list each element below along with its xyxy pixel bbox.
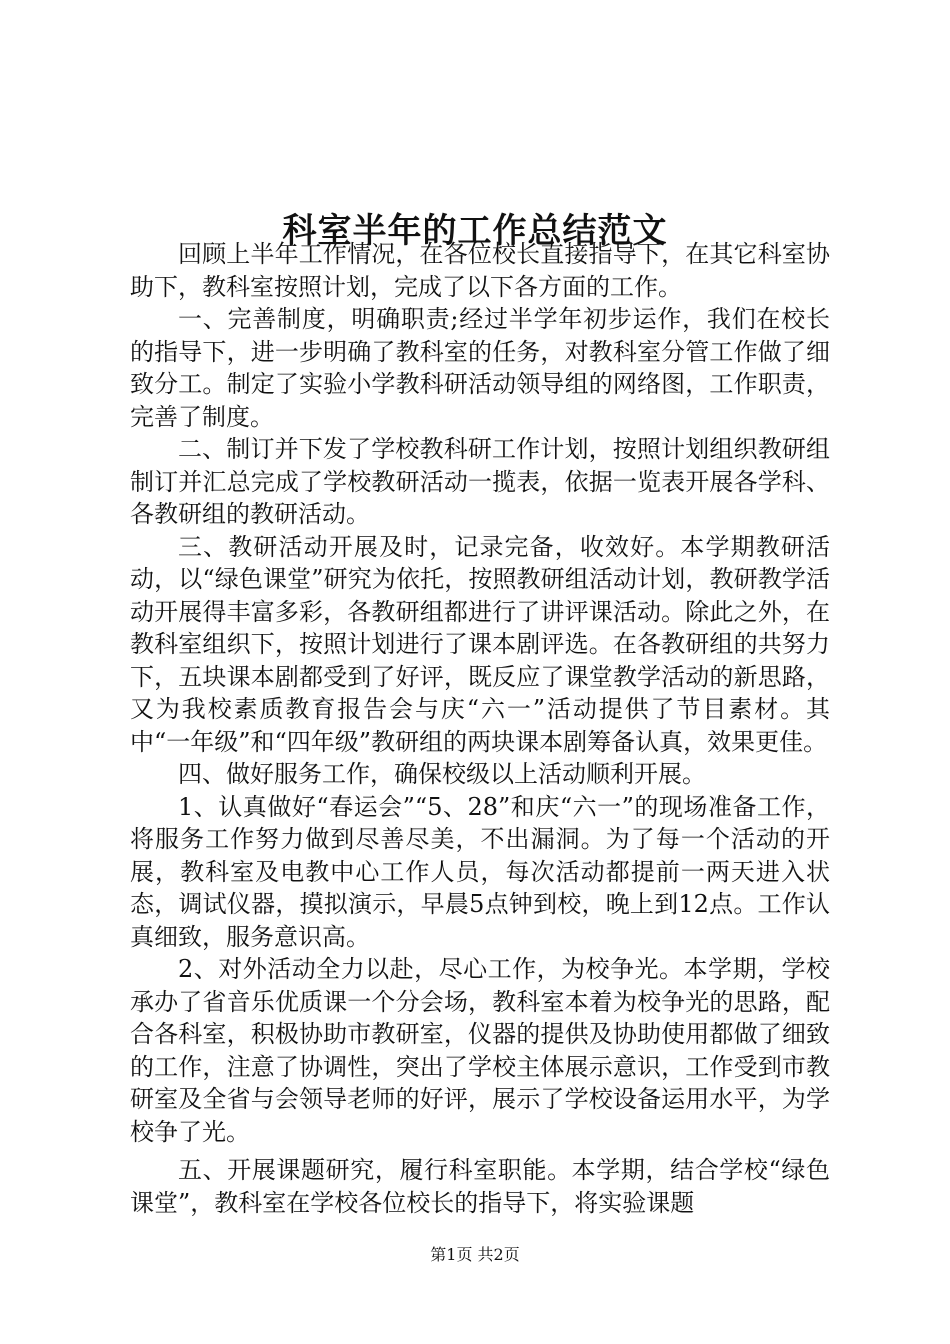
paragraph-section-4: 四、做好服务工作，确保校级以上活动顺利开展。	[178, 760, 706, 788]
paragraph-section-5: 五、开展课题研究，履行科室职能。本学期，结合学校“绿色课堂”，教科室在学校各位校长的指导下，将实验课题	[130, 1156, 830, 1217]
paragraph-section-1: 一、完善制度，明确职责;经过半学年初步运作，我们在校长的指导下，进一步明确了教科室的任务，对教科室分管工作做了细致分工。制定了实验小学教科研活动领导组的网络图，工作职责，完善了制度。	[130, 305, 830, 431]
paragraph-section-2: 二、制订并下发了学校教科研工作计划，按照计划组织教研组制订并汇总完成了学校教研活动一揽表，依据一览表开展各学科、各教研组的教研活动。	[130, 435, 830, 528]
paragraph-section-4-item-2: 2、对外活动全力以赴，尽心工作，为校争光。本学期，学校承办了省音乐优质课一个分会场，教科室本着为校争光的思路，配合各科室，积极协助市教研室，仪器的提供及协助使用都做了细致的工作，注意了协调性，突出了学校主体展示意识，工作受到市教研室及全省与会领导老师的好评，展示了学校设备运用水平，为学校争了光。	[130, 955, 830, 1146]
document-title: 科室半年的工作总结范文	[282, 210, 668, 251]
document-body	[130, 238, 830, 1219]
paragraph-intro: 回顾上半年工作情况，在各位校长直接指导下，在其它科室协助下，教科室按照计划，完成了以下各方面的工作。	[130, 240, 830, 301]
page-footer: 第1页 共2页	[430, 1245, 520, 1264]
paragraph-section-4-item-1: 1、认真做好“春运会”“5、28”和庆“六一”的现场准备工作，将服务工作努力做到尽善尽美，不出漏洞。为了每一个活动的开展，教科室及电教中心工作人员，每次活动都提前一两天进入状态，调试仪器，摸拟演示，早晨5点钟到校，晚上到12点。工作认真细致，服务意识高。	[130, 792, 830, 951]
paragraph-section-3: 三、教研活动开展及时，记录完备，收效好。本学期教研活动，以“绿色课堂”研究为依托，按照教研组活动计划，教研教学活动开展得丰富多彩，各教研组都进行了讲评课活动。除此之外，在教科室组织下，按照计划进行了课本剧评选。在各教研组的共努力下，五块课本剧都受到了好评，既反应了课堂教学活动的新思路，又为我校素质教育报告会与庆“六一”活动提供了节目素材。其中“一年级”和“四年级”教研组的两块课本剧筹备认真，效果更佳。	[130, 532, 830, 756]
